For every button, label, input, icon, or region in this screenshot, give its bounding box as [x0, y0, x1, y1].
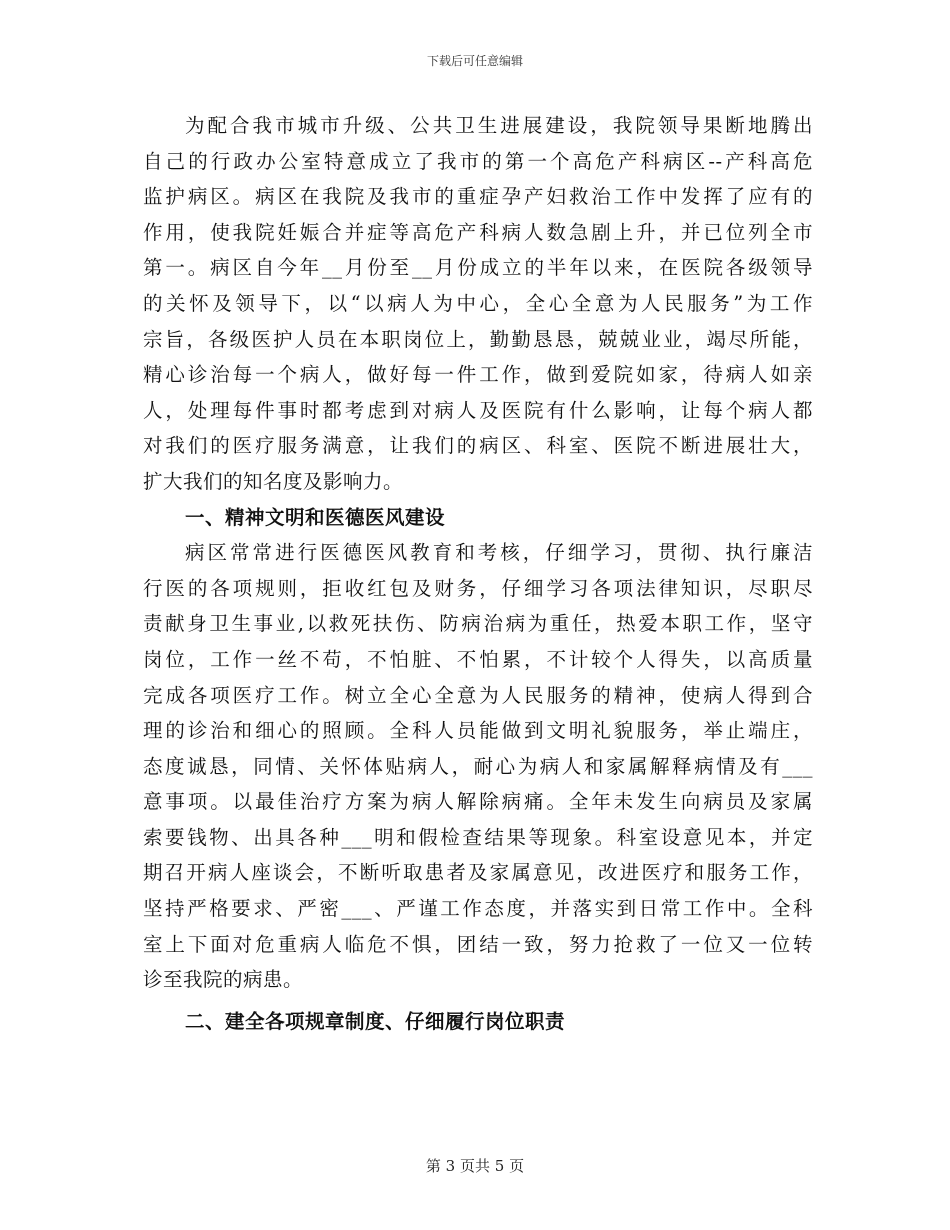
paragraph-line: 人，处理每件事时都考虑到对病人及医院有什么影响，让每个病人都: [143, 398, 813, 422]
paragraph-line: 责献身卫生事业,以救死扶伤、防病治病为重任，热爱本职工作，坚守: [143, 612, 813, 636]
paragraph-line: 监护病区。病区在我院及我市的重症孕产妇救治工作中发挥了应有的: [143, 185, 813, 209]
paragraph-line: 完成各项医疗工作。树立全心全意为人民服务的精神，使病人得到合: [143, 683, 813, 707]
paragraph-line: 扩大我们的知名度及影响力。: [143, 469, 404, 493]
paragraph-line: 作用，使我院妊娠合并症等高危产科病人数急剧上升，并已位列全市: [143, 220, 813, 244]
paragraph-line: 理的诊治和细心的照顾。全科人员能做到文明礼貌服务，举止端庄，: [143, 719, 813, 743]
paragraph-line: 第一。病区自今年__月份至__月份成立的半年以来，在医院各级领导: [143, 256, 813, 280]
section-heading: 二、建全各项规章制度、仔细履行岗位职责: [185, 1009, 566, 1033]
paragraph-line: 的关怀及领导下，以“以病人为中心，全心全意为人民服务”为工作: [143, 291, 813, 315]
paragraph-line: 索要钱物、出具各种___明和假检查结果等现象。科室设意见本，并定: [143, 825, 813, 849]
paragraph-line: 精心诊治每一个病人，做好每一件工作，做到爱院如家，待病人如亲: [143, 363, 813, 387]
paragraph-line: 坚持严格要求、严密___、严谨工作态度，并落实到日常工作中。全科: [143, 897, 813, 921]
paragraph-line: 为配合我市城市升级、公共卫生进展建设，我院领导果断地腾出: [185, 114, 813, 137]
paragraph-line: 诊至我院的病患。: [143, 968, 304, 992]
page-footer: 第 3 页共 5 页: [425, 1157, 525, 1175]
paragraph-line: 病区常常进行医德医风教育和考核，仔细学习，贯彻、执行廉洁: [185, 541, 813, 565]
paragraph-line: 室上下面对危重病人临危不惧，团结一致，努力抢救了一位又一位转: [143, 932, 813, 956]
section-heading: 一、精神文明和医德医风建设: [185, 505, 446, 529]
document-body: [143, 108, 813, 1039]
paragraph-line: 岗位，工作一丝不苟，不怕脏、不怕累，不计较个人得失，以高质量: [143, 647, 813, 671]
paragraph-line: 宗旨，各级医护人员在本职岗位上，勤勤恳恳，兢兢业业，竭尽所能，: [143, 327, 813, 351]
paragraph-line: 态度诚恳，同情、关怀体贴病人，耐心为病人和家属解释病情及有___: [143, 754, 813, 778]
paragraph-line: 期召开病人座谈会，不断听取患者及家属意见，改进医疗和服务工作，: [143, 861, 813, 885]
page-header: 下载后可任意编辑: [426, 54, 523, 68]
paragraph-line: 行医的各项规则，拒收红包及财务，仔细学习各项法律知识，尽职尽: [143, 576, 813, 600]
paragraph-line: 对我们的医疗服务满意，让我们的病区、科室、医院不断进展壮大，: [143, 434, 813, 458]
paragraph-line: 自己的行政办公室特意成立了我市的第一个高危产科病区--产科高危: [143, 149, 813, 173]
paragraph-line: 意事项。以最佳治疗方案为病人解除病痛。全年未发生向病员及家属: [143, 790, 813, 814]
